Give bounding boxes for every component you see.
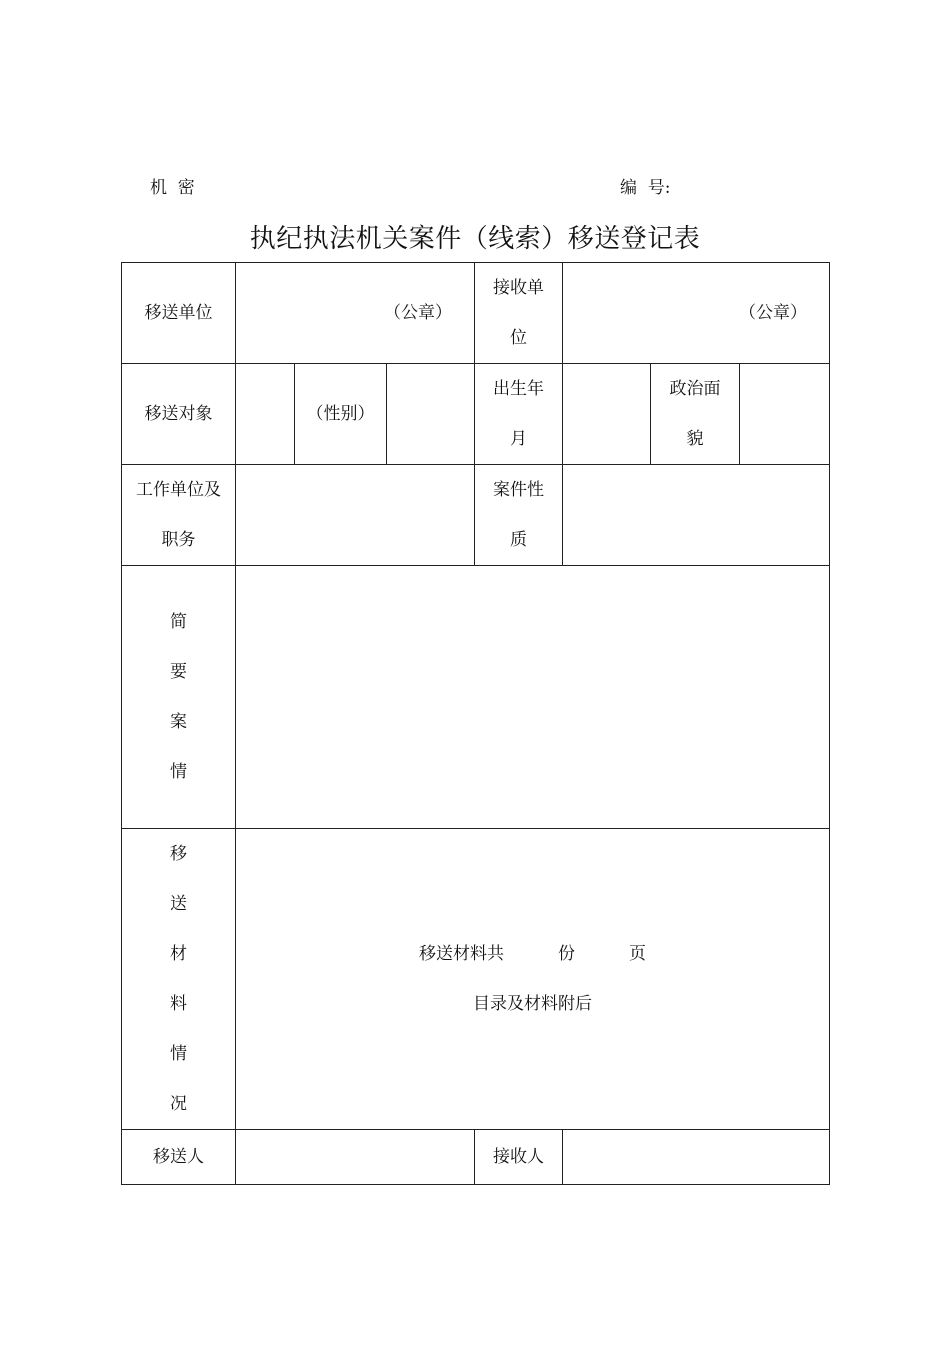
materials-label-char: 材 — [170, 944, 187, 964]
receiver-field[interactable] — [563, 1130, 830, 1185]
row-signatures — [122, 1130, 830, 1185]
birth-label — [475, 364, 563, 465]
political-label-line1: 政治面 — [669, 379, 721, 399]
sender-label: 移送人 — [122, 1130, 236, 1185]
materials-label-char: 移 — [170, 844, 187, 864]
row-work-unit — [122, 465, 830, 566]
political-field[interactable] — [740, 364, 830, 465]
gender-field[interactable] — [387, 364, 475, 465]
materials-field[interactable] — [236, 829, 830, 1130]
work-unit-label — [122, 465, 236, 566]
materials-label-char: 况 — [170, 1094, 187, 1114]
receive-unit-field[interactable] — [563, 263, 830, 364]
materials-label-char: 情 — [170, 1044, 187, 1064]
registration-form-table — [121, 262, 830, 1185]
materials-label — [122, 829, 236, 1130]
brief-label-char: 情 — [170, 762, 187, 782]
case-nature-label-line2: 质 — [510, 530, 528, 550]
receiver-label: 接收人 — [475, 1130, 563, 1185]
gender-label: （性别） — [295, 364, 387, 465]
transfer-target-label: 移送对象 — [122, 364, 236, 465]
case-nature-field[interactable] — [563, 465, 830, 566]
political-label — [651, 364, 740, 465]
materials-label-char: 送 — [170, 894, 187, 914]
brief-case-label — [122, 566, 236, 829]
transfer-target-name-field[interactable] — [236, 364, 295, 465]
receive-unit-label-line1: 接收单 — [493, 278, 545, 298]
political-label-line2: 貌 — [686, 429, 704, 449]
brief-label-char: 要 — [170, 662, 187, 682]
transfer-unit-stamp: （公章） — [384, 303, 453, 323]
work-unit-label-line2: 职务 — [161, 530, 196, 550]
materials-label-char: 料 — [170, 994, 187, 1014]
work-unit-field[interactable] — [236, 465, 475, 566]
case-nature-label — [475, 465, 563, 566]
brief-label-char: 案 — [170, 712, 187, 732]
transfer-unit-label: 移送单位 — [122, 263, 236, 364]
row-transfer-unit — [122, 263, 830, 364]
materials-appendix-line: 目录及材料附后 — [473, 994, 593, 1014]
receive-unit-label-line2: 位 — [510, 328, 528, 348]
work-unit-label-line1: 工作单位及 — [136, 480, 221, 500]
row-brief-case — [122, 566, 830, 829]
row-materials — [122, 829, 830, 1130]
materials-count-line: 移送材料共 份 页 — [418, 944, 647, 964]
page-title: 执纪执法机关案件（线索）移送登记表 — [249, 224, 701, 254]
brief-label-char: 简 — [170, 612, 187, 632]
receive-unit-stamp: （公章） — [739, 303, 808, 323]
brief-case-field[interactable] — [236, 566, 830, 829]
serial-number-label: 编 号: — [620, 178, 671, 198]
birth-label-line1: 出生年 — [493, 379, 545, 399]
transfer-unit-field[interactable] — [236, 263, 475, 364]
sender-field[interactable] — [236, 1130, 475, 1185]
birth-field[interactable] — [563, 364, 651, 465]
receive-unit-label — [475, 263, 563, 364]
birth-label-line2: 月 — [510, 429, 528, 449]
row-transfer-target — [122, 364, 830, 465]
confidential-label: 机 密 — [150, 178, 195, 198]
case-nature-label-line1: 案件性 — [493, 480, 545, 500]
